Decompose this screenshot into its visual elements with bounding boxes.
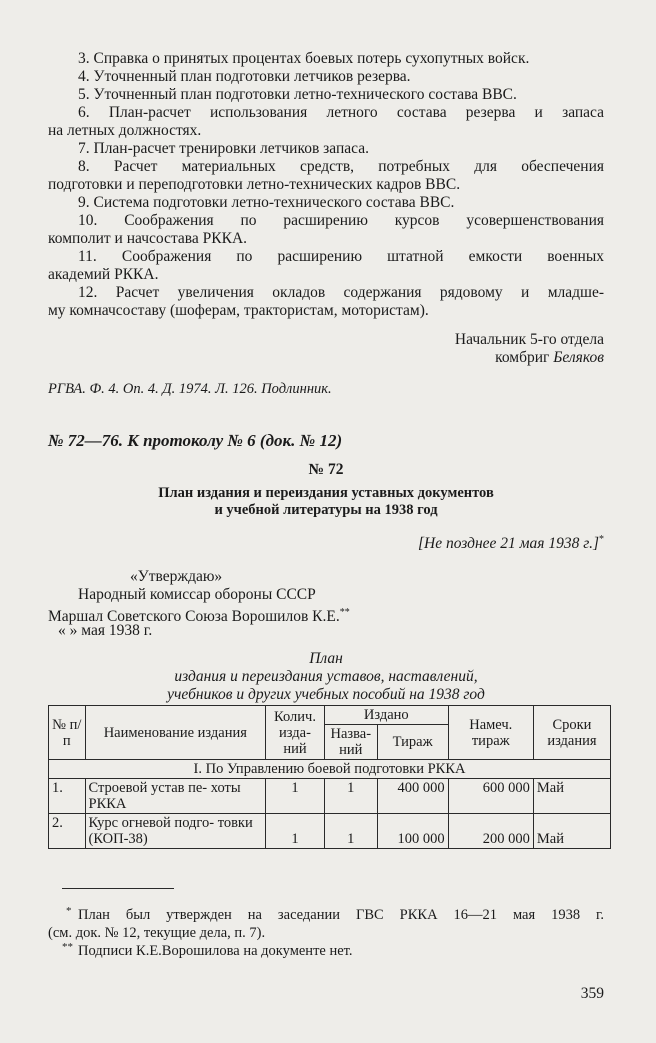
approval-line2: Народный комиссар обороны СССР: [78, 586, 316, 603]
header-published: Издано: [324, 706, 448, 725]
cell-planned: 200 000: [448, 814, 533, 849]
footnote1-mark: *: [66, 905, 72, 917]
header-qty: Колич. изда- ний: [266, 706, 325, 760]
footnote2-text: Подписи К.Е.Ворошилова на документе нет.: [78, 943, 353, 959]
archive-reference: РГВА. Ф. 4. Оп. 4. Д. 1974. Л. 126. Подлинник.: [48, 381, 332, 397]
doc-title-line1: План издания и переиздания уставных документов: [158, 485, 494, 501]
cell-num: 2.: [49, 814, 86, 849]
plan-title: План: [309, 650, 343, 667]
list-line: на летных должностях.: [48, 122, 202, 139]
plan-subtitle-line1: издания и переиздания уставов, наставлений,: [174, 668, 478, 685]
signature-name: Беляков: [553, 349, 604, 366]
table-section-row: [49, 760, 611, 779]
footnote2-mark: **: [62, 941, 73, 953]
header-num: № п/п: [49, 706, 86, 760]
list-line: 8. Расчет материальных средств, потребных для обеспечения: [78, 158, 604, 175]
table-row: [49, 779, 611, 814]
header-published-print: Тираж: [377, 725, 448, 760]
cell-print: 100 000: [377, 814, 448, 849]
header-deadline: Сроки издания: [533, 706, 610, 760]
list-line: академий РККА.: [48, 266, 159, 283]
cell-num: 1.: [49, 779, 86, 814]
footnote-rule: [62, 888, 174, 889]
list-line: 5. Уточненный план подготовки летно-технического состава ВВС.: [78, 86, 517, 103]
cell-planned: 600 000: [448, 779, 533, 814]
table-header-row: [49, 706, 611, 725]
cell-deadline: Май: [533, 814, 610, 849]
footnote1-line1: [66, 905, 604, 924]
signature-name-line: [48, 349, 604, 367]
list-line: 6. План-расчет использования летного состава резерва и запаса: [78, 104, 604, 121]
doc-date: [48, 531, 604, 553]
list-line: 4. Уточненный план подготовки летчиков резерва.: [78, 68, 411, 85]
cell-name: Курс огневой подго- товки (КОП-38): [85, 814, 266, 849]
list-line: 12. Расчет увеличения окладов содержания рядовому и младше-: [78, 284, 604, 301]
approval-footnote-mark: **: [339, 607, 350, 618]
list-line: 10. Соображения по расширению курсов усовершенствования: [78, 212, 604, 229]
doc-number: № 72: [308, 461, 344, 478]
cell-qty: 1: [266, 779, 325, 814]
page-number: 359: [580, 985, 604, 1002]
doc-date-text: [Не позднее 21 мая 1938 г.]: [417, 535, 599, 553]
plan-table: [48, 705, 611, 849]
list-line: 9. Система подготовки летно-технического состава ВВС.: [78, 194, 455, 211]
approval-line1: «Утверждаю»: [130, 568, 223, 585]
approval-signatory: Маршал Советского Союза Ворошилов К.Е.: [48, 608, 340, 626]
cell-names: 1: [324, 779, 377, 814]
cell-name: Строевой устав пе- хоты РККА: [85, 779, 266, 814]
approval-date: « » мая 1938 г.: [58, 622, 153, 639]
list-line: му комначсоставу (шоферам, трактористам, мотористам).: [48, 302, 429, 319]
list-line: 7. План-расчет тренировки летчиков запаса.: [78, 140, 369, 157]
list-line: подготовки и переподготовки летно-технических кадров ВВС.: [48, 176, 461, 193]
footnote1-line2: (см. док. № 12, текущие дела, п. 7).: [48, 925, 266, 941]
signature-rank: комбриг: [495, 349, 550, 366]
table-section-title: I. По Управлению боевой подготовки РККА: [49, 760, 611, 779]
header-name: Наименование издания: [85, 706, 266, 760]
footnote1-text: План был утвержден на заседании ГВС РККА 16—21 мая 1938 г.: [78, 907, 604, 923]
cell-print: 400 000: [377, 779, 448, 814]
doc-date-footnote-mark: *: [599, 534, 604, 545]
cell-names: 1: [324, 814, 377, 849]
table-row: [49, 814, 611, 849]
footnote2: [62, 941, 604, 960]
cell-deadline: Май: [533, 779, 610, 814]
cell-qty: 1: [266, 814, 325, 849]
header-planned-print: Намеч. тираж: [448, 706, 533, 760]
section-heading: № 72—76. К протоколу № 6 (док. № 12): [48, 431, 343, 450]
plan-subtitle-line2: учебников и других учебных пособий на 1938 год: [167, 686, 485, 703]
list-line: 3. Справка о принятых процентах боевых потерь сухопутных войск.: [78, 50, 530, 67]
header-published-names: Назва- ний: [324, 725, 377, 760]
list-line: комполит и начсостава РККА.: [48, 230, 248, 247]
list-line: 11. Соображения по расширению штатной емкости военных: [78, 248, 604, 265]
doc-title-line2: и учебной литературы на 1938 год: [214, 502, 438, 518]
signature-position: Начальник 5-го отдела: [454, 331, 604, 348]
